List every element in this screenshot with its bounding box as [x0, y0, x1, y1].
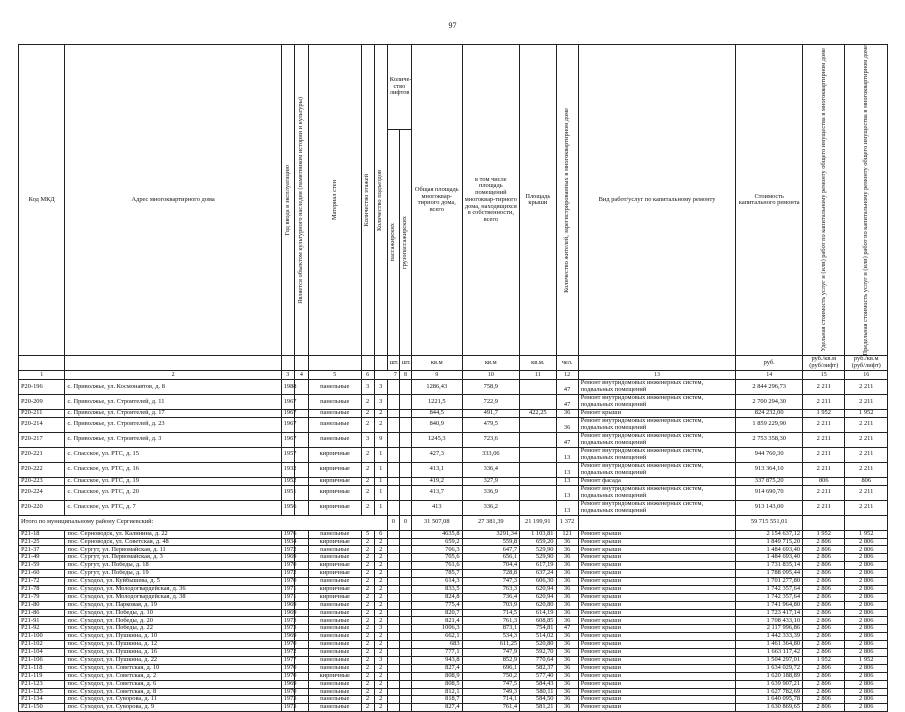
table-row: Р20-196 с. Приволжье, ул. Космонавтов, д. 8 1988 панельные 3 3 1286,43 758,9 47 Ремонт внутридомовых инженерных систем, подвальных помещений 2 844 296,73 2 211 2 211: [19, 379, 888, 394]
header-code: Код МКД: [19, 45, 65, 356]
table-row: Р21-102 пос. Суходол, ул. Пушкина, д. 12 1970 панельные 2 2 683 611,25 520,80 36 Ремонт крыши 1 461 364,80 2 806 2 806: [19, 641, 888, 649]
table-row: Р21-86 пос. Суходол, ул. Победы, д. 10 1969 панельные 2 2 820,7 714,5 614,19 36 Ремонт крыши 1 723 417,14 2 806 2 806: [19, 609, 888, 617]
table-row: Р21-79 пос. Суходол, ул. Молодогвардейская, д. 38 1971 кирпичные 2 2 824,8 736,4 620,94 36 Ремонт крыши 1 742 357,64 2 806 2 806: [19, 593, 888, 601]
page-number: 97: [448, 21, 457, 30]
table-row: Р21-25 пос. Серноводск, ул. Советская, д. 48 1934 кирпичные 2 2 659,2 559,8 659,20 36 Ремонт крыши 1 849 715,20 2 806 2 806: [19, 538, 888, 546]
table-row: Р20-221 с. Спасское, ул. РТС, д. 15 1957 кирпичные 2 1 427,3 333,06 13 Ремонт внутридомовых инженерных систем, подвальных помещений 944 760,30 2 211 2 211: [19, 447, 888, 462]
table-row: Р21-18 пос. Серноводск, ул. Калинина, д. 22 1976 панельные 5 6 4635,8 3291,34 1 103,81 121 Ремонт крыши 2 154 637,12 1 952 1 952: [19, 530, 888, 538]
table-row: Р20-220 с. Спасское, ул. РТС, д. 7 1956 кирпичные 2 1 413 336,2 13 Ремонт внутридомовых инженерных систем, подвальных помещений 913 143,00 2 211 2 211: [19, 500, 888, 515]
table-row: Р21-78 пос. Суходол, ул. Молодогвардейская, д. 36 1971 кирпичные 2 2 833,5 763,3 620,94 36 Ремонт крыши 1 742 357,64 2 806 2 806: [19, 585, 888, 593]
table-row: Р21-49 пос. Сургут, ул. Первомайская, д. 3 1969 панельные 2 2 705,6 656,1 529,90 36 Ремонт крыши 1 484 693,40 2 806 2 806: [19, 554, 888, 562]
header-total-area: Общая площадь многоквар-тирного дома, всего: [412, 45, 463, 356]
header-address: Адрес многоквартирного дома: [65, 45, 281, 356]
header-owned-area: в том числе площадь помещений многоквар-тирного дома, находящихся в собственности, всего: [462, 45, 520, 356]
table-row: Р21-106 пос. Суходол, ул. Пушкина, д. 22 1977 панельные 2 3 943,8 852,9 770,64 36 Ремонт крыши 1 504 297,01 1 952 1 952: [19, 656, 888, 664]
header-year: Год ввода в эксплуатацию: [281, 45, 294, 356]
table-row: Р21-150 пос. Суходол, ул. Суворова, д. 9 1973 панельные 2 2 827,4 761,4 581,21 36 Ремонт крыши 1 630 869,65 2 806 2 806: [19, 704, 888, 712]
table-row: Р21-91 пос. Суходол, ул. Победы, д. 20 1973 панельные 2 2 821,4 761,3 608,85 36 Ремонт крыши 1 708 433,10 2 806 2 806: [19, 617, 888, 625]
table-row: Р20-211 с. Приволжье, ул. Строителей, д. 17 1967 панельные 2 2 844,5 491,7 422,25 36 Ремонт крыши 824 232,00 1 952 1 952: [19, 409, 888, 417]
table-row: Р20-223 с. Спасское, ул. РТС, д. 19 1952 кирпичные 2 1 419,2 327,9 13 Ремонт фасада 337 875,20 806 806: [19, 477, 888, 485]
table-row: Р21-118 пос. Суходол, ул. Советская, д. 10 1970 панельные 2 2 827,4 696,1 582,37 36 Ремонт крыши 1 634 029,72 2 806 2 806: [19, 664, 888, 672]
header-unit-cost: Удельная стоимость услуг и (или) работ по капитальному ремонту общего имущества в многоквартирном доме: [803, 45, 845, 356]
header-max-cost: Предельная стоимость услуг и (или) работ по капитальному ремонту общего имущества в многоквартирном доме: [845, 45, 888, 356]
header-cargo-lifts: грузопассажирских: [399, 129, 411, 356]
table-row: Р20-214 с. Приволжье, ул. Строителей, д. 23 1967 панельные 2 2 840,9 479,5 36 Ремонт внутридомовых инженерных систем, подвальных помещений 1 859 229,90 2 211 2 211: [19, 417, 888, 432]
table-row: Р20-209 с. Приволжье, ул. Строителей, д. 11 1967 панельные 2 3 1221,5 722,9 47 Ремонт внутридомовых инженерных систем, подвальных помещений 2 700 294,30 2 211 2 211: [19, 394, 888, 409]
header-pass-lifts: пассажирских: [387, 129, 399, 356]
table-row: Р21-100 пос. Суходол, ул. Пушкина, д. 10 1969 панельные 2 2 662,1 534,3 514,02 36 Ремонт крыши 1 442 333,39 2 806 2 806: [19, 633, 888, 641]
capital-repair-table: [18, 44, 888, 712]
table-row: Р20-222 с. Спасское, ул. РТС, д. 16 1932 кирпичные 2 1 413,1 336,4 13 Ремонт внутридомовых инженерных систем, подвальных помещений 913 364,10 2 211 2 211: [19, 462, 888, 477]
table-row: Р21-92 пос. Суходол, ул. Победы, д. 22 1973 панельные 2 3 1006,3 873,1 754,81 47 Ремонт крыши 2 117 996,86 2 806 2 806: [19, 625, 888, 633]
table-row: Р21-125 пос. Суходол, ул. Советская, д. 8 1970 панельные 2 2 812,1 749,3 580,11 36 Ремонт крыши 1 627 782,69 2 806 2 806: [19, 688, 888, 696]
units-row: шт. шт. кв.м кв.м кв.м. чел. руб. руб./кв.м (руб/лифт) руб./кв.м (руб/лифт): [19, 356, 888, 370]
total-row: Итого по муниципальному району Сергиевский: 0 0 31 507,08 27 381,39 21 199,91 1 372 59 715 551,01: [19, 515, 888, 530]
table-row: Р21-134 пос. Суходол, ул. Суворова, д. 11 1973 панельные 2 2 818,7 714,1 584,50 36 Ремонт крыши 1 640 095,78 2 806 2 806: [19, 696, 888, 704]
header-walls: Материал стен: [308, 45, 361, 356]
table-row: Р21-119 пос. Суходол, ул. Советская, д. 2 1970 кирпичные 2 2 808,9 750,2 577,40 36 Ремонт крыши 1 620 188,89 2 806 2 806: [19, 672, 888, 680]
table-row: Р20-217 с. Приволжье, ул. Строителей, д. 3 1967 панельные 3 9 1245,3 723,6 47 Ремонт внутридомовых инженерных систем, подвальных помещений 2 753 358,30 2 211 2 211: [19, 432, 888, 447]
header-entrances: Количество подъездов: [374, 45, 387, 356]
header-works: Вид работ/услуг по капитальному ремонту: [578, 45, 736, 356]
table-row: Р21-60 пос. Сургут, ул. Победы, д. 19 1972 кирпичные 2 2 785,7 728,8 637,24 36 Ремонт крыши 1 788 095,44 2 806 2 806: [19, 570, 888, 578]
header-heritage: Является объектом культурного наследия (памятником истории и культуры): [294, 45, 308, 356]
table-row: Р21-123 пос. Суходол, ул. Советская, д. 6 1969 панельные 2 2 808,5 747,5 584,43 36 Ремонт крыши 1 639 907,21 2 806 2 806: [19, 680, 888, 688]
table-row: Р21-104 пос. Суходол, ул. Пушкина, д. 16 1972 панельные 2 2 777,1 747,9 592,70 36 Ремонт крыши 1 663 117,42 2 806 2 806: [19, 649, 888, 657]
header-residents: Количество жителей, зарегистрированных в многоквартирном доме: [556, 45, 578, 356]
header-roof-area: Площадь крыши: [520, 45, 556, 356]
table-row: Р21-80 пос. Суходол, ул. Парковая, д. 19 1969 панельные 2 2 775,4 703,9 620,80 36 Ремонт крыши 1 741 964,80 2 806 2 806: [19, 601, 888, 609]
column-numbers-row: 1 2 3 4 5 6 7 8 9 10 11 12 13 14 15 16: [19, 370, 888, 379]
header-cost: Стоимость капитального ремонта: [736, 45, 803, 356]
table-row: Р20-224 с. Спасское, ул. РТС, д. 20 1951 кирпичные 2 1 413,7 336,9 13 Ремонт внутридомовых инженерных систем, подвальных помещений 914 690,70 2 211 2 211: [19, 485, 888, 500]
table-row: Р21-59 пос. Сургут, ул. Победы, д. 18 1970 кирпичные 2 2 761,6 704,4 617,19 36 Ремонт крыши 1 731 835,14 2 806 2 806: [19, 562, 888, 570]
table-row: Р21-37 пос. Сургут, ул. Первомайская, д. 11 1972 панельные 2 2 706,3 647,7 529,90 36 Ремонт крыши 1 484 693,40 2 806 2 806: [19, 546, 888, 554]
table-row: Р21-72 пос. Суходол, ул. Куйбышева, д. 5 1970 панельные 2 2 614,3 747,3 606,30 36 Ремонт крыши 1 701 277,80 2 806 2 806: [19, 578, 888, 586]
header-lifts: Количе-ство лифтов: [387, 45, 411, 130]
header-floors: Количество этажей: [361, 45, 374, 356]
